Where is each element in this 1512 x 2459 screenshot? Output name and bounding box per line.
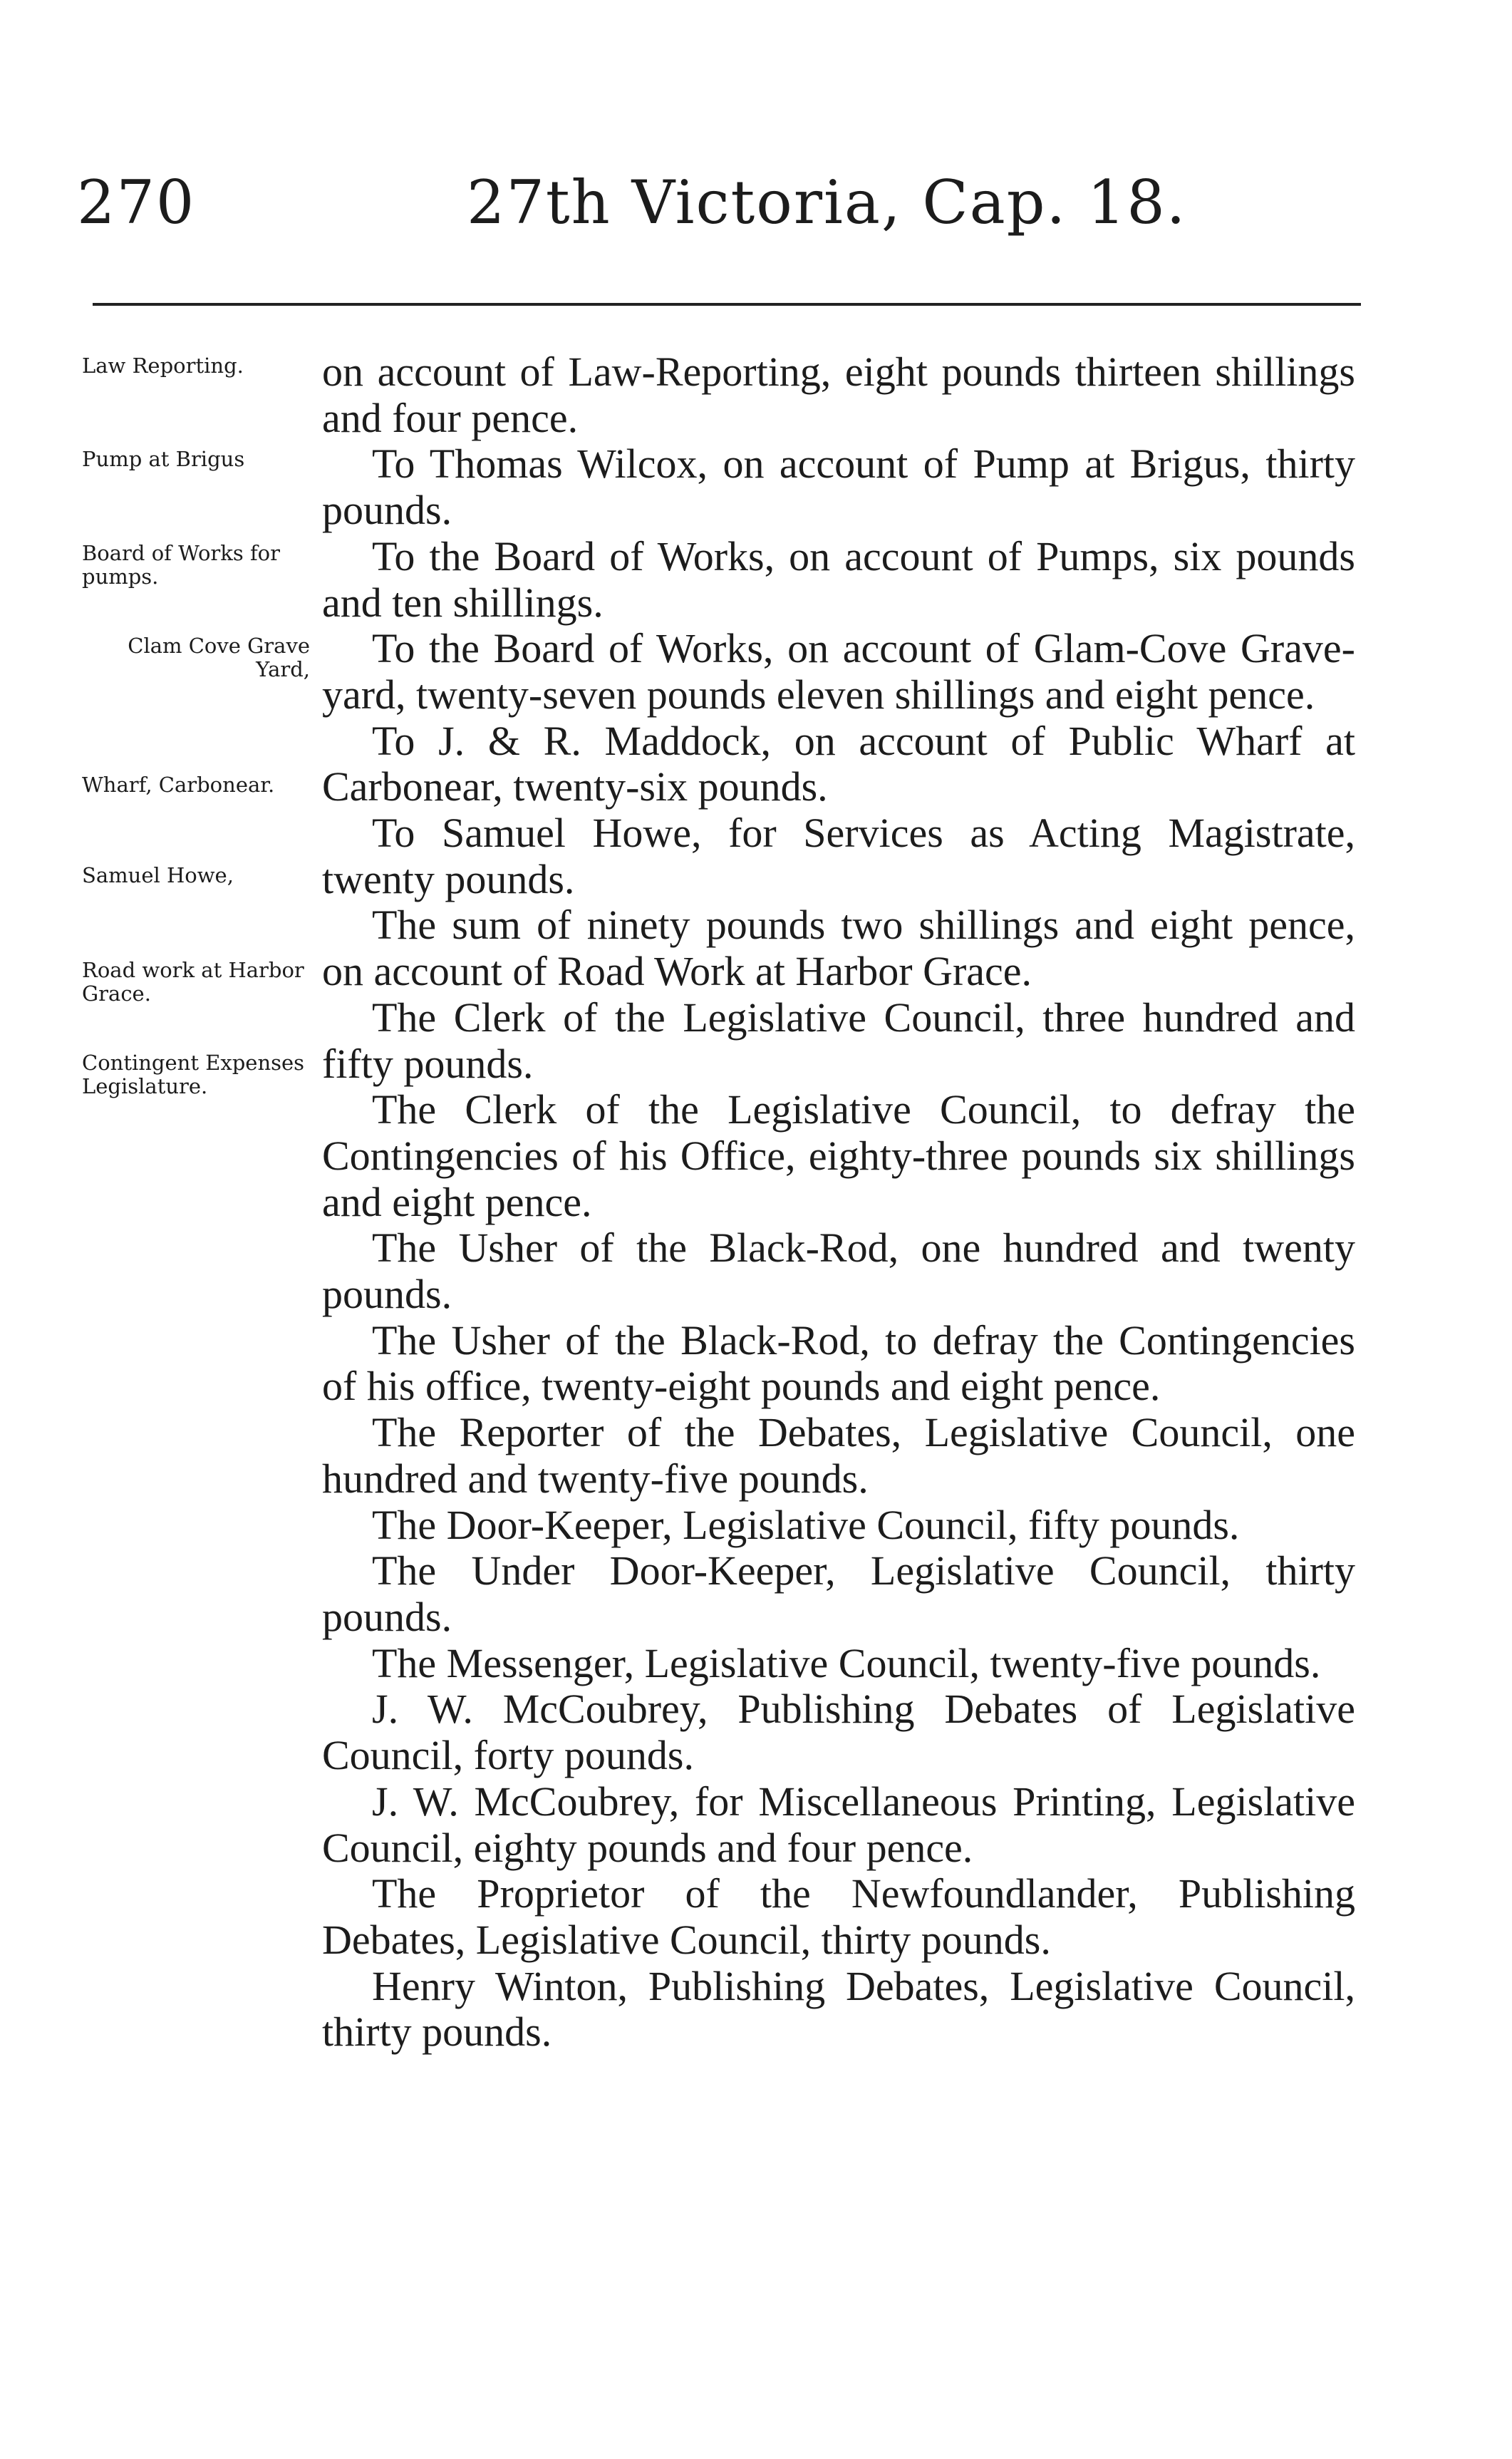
margin-note-road-work: Road work at Harbor Grace. [82, 958, 304, 1006]
margin-note-contingent-expenses: Contingent Expenses Legislature. [82, 1051, 305, 1098]
paragraph: The sum of ninety pounds two shillings and eight pence, on account of Road Work at Harbor Grace. [322, 902, 1355, 995]
paragraph: The Proprietor of the Newfoundlander, Publishing Debates, Legislative Council, thirty pounds. [322, 1870, 1355, 1963]
header-rule [93, 303, 1361, 306]
paragraph: To the Board of Works, on account of Glam-Cove Grave-yard, twenty-seven pounds eleven shillings and eight pence. [322, 625, 1355, 718]
paragraph: Henry Winton, Publishing Debates, Legislative Council, thirty pounds. [322, 1962, 1355, 2056]
paragraph: To Thomas Wilcox, on account of Pump at Brigus, thirty pounds. [322, 440, 1355, 534]
paragraph: J. W. McCoubrey, Publishing Debates of Legislative Council, forty pounds. [322, 1686, 1355, 1779]
paragraph: The Clerk of the Legislative Council, to defray the Contingencies of his Office, eighty-three pounds six shillings and eight pence. [322, 1086, 1355, 1225]
paragraph: The Under Door-Keeper, Legislative Council, thirty pounds. [322, 1547, 1355, 1640]
paragraph: The Reporter of the Debates, Legislative Council, one hundred and twenty-five pounds. [322, 1409, 1355, 1502]
paragraph: To the Board of Works, on account of Pumps, six pounds and ten shillings. [322, 532, 1355, 626]
page-header [0, 167, 1512, 260]
body-text [322, 349, 1355, 2056]
paragraph: To J. & R. Maddock, on account of Public Wharf at Carbonear, twenty-six pounds. [322, 717, 1355, 810]
margin-note-samuel-howe: Samuel Howe, [82, 863, 234, 887]
paragraph: The Clerk of the Legislative Council, three hundred and fifty pounds. [322, 994, 1355, 1087]
paragraph: J. W. McCoubrey, for Miscellaneous Printing, Legislative Council, eighty pounds and four pence. [322, 1778, 1355, 1871]
paragraph: The Messenger, Legislative Council, twenty-five pounds. [372, 1639, 1321, 1686]
page-number: 270 [77, 167, 196, 237]
margin-note-wharf-carbonear: Wharf, Carbonear. [82, 773, 275, 797]
paragraph: on account of Law-Reporting, eight pounds thirteen shillings and four pence. [322, 349, 1355, 441]
paragraph: The Door-Keeper, Legislative Council, fifty pounds. [372, 1501, 1240, 1548]
margin-note-board-of-works: Board of Works for pumps. [82, 541, 281, 589]
margin-note-law-reporting: Law Reporting. [82, 354, 244, 378]
running-title: 27th Victoria, Cap. 18. [467, 167, 1187, 237]
margin-note-clam-cove: Clam Cove Grave Yard, [128, 634, 310, 681]
paragraph: To Samuel Howe, for Services as Acting Magistrate, twenty pounds. [322, 810, 1355, 902]
paragraph: The Usher of the Black-Rod, one hundred and twenty pounds. [322, 1225, 1355, 1318]
margin-note-pump-at-brigus: Pump at Brigus [82, 447, 245, 471]
paragraph: The Usher of the Black-Rod, to defray the Contingencies of his office, twenty-eight pounds and eight pence. [322, 1316, 1355, 1410]
